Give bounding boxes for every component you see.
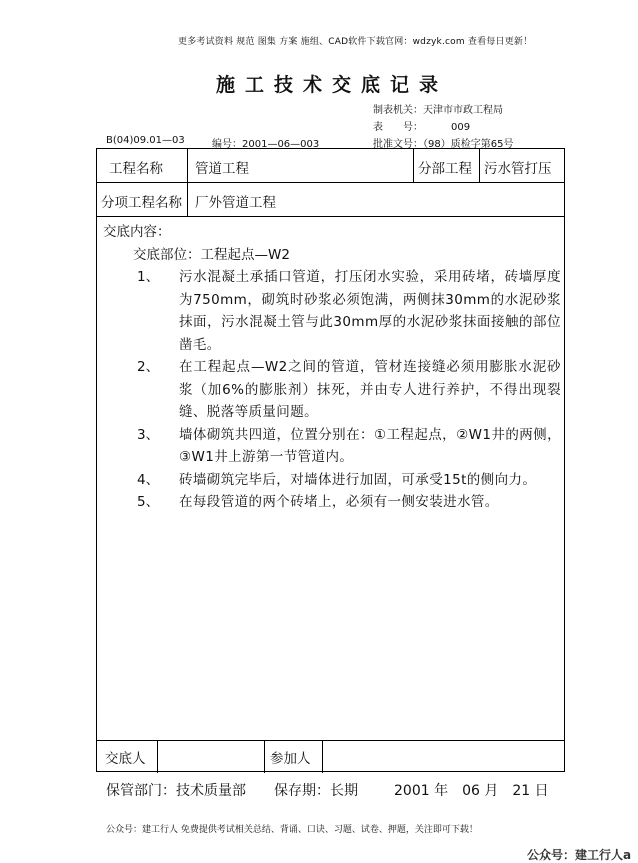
period-value: 长期 bbox=[330, 783, 358, 799]
form-no-value: 009 bbox=[451, 122, 471, 133]
row-divider bbox=[97, 216, 564, 217]
item-number: 1、 bbox=[137, 269, 160, 285]
item-project-label: 分项工程名称 bbox=[101, 195, 182, 211]
col-divider bbox=[322, 740, 323, 773]
item-number: 2、 bbox=[137, 359, 160, 375]
row-divider bbox=[97, 182, 564, 183]
sub-project-label: 分部工程 bbox=[418, 161, 472, 177]
dept-label: 保管部门： bbox=[106, 783, 176, 799]
item-text: 在每段管道的两个砖堵上，必须有一侧安装进水管。 bbox=[179, 494, 499, 510]
record-table bbox=[96, 148, 565, 772]
approval-label: 批准文号： bbox=[373, 139, 423, 150]
item-project-value: 厂外管道工程 bbox=[195, 195, 276, 211]
page-title: 施工技术交底记录 bbox=[216, 74, 449, 96]
col-divider bbox=[264, 740, 265, 773]
list-item bbox=[103, 266, 561, 356]
period-label: 保存期： bbox=[274, 783, 330, 799]
project-name-value: 管道工程 bbox=[195, 161, 249, 177]
dept-value: 技术质量部 bbox=[176, 783, 246, 799]
item-number: 5、 bbox=[137, 494, 160, 510]
item-number: 3、 bbox=[137, 426, 160, 443]
form-no-label: 表 号： bbox=[373, 122, 423, 133]
record-date: 2001 年 06 月 21 日 bbox=[394, 783, 549, 799]
list-item bbox=[103, 424, 561, 469]
col-divider bbox=[187, 182, 188, 216]
participant-label: 参加人 bbox=[270, 751, 311, 767]
footer-note: 公众号：建工行人 免费提供考试相关总结、背诵、口诀、习题、试卷、押题，关注即可下载！ bbox=[106, 825, 478, 835]
issuer-label: 制表机关： bbox=[373, 105, 423, 116]
list-item bbox=[103, 469, 561, 492]
project-name-label: 工程名称 bbox=[109, 161, 163, 177]
watermark: 公众号：建工行人a bbox=[527, 848, 632, 862]
item-number: 4、 bbox=[137, 471, 160, 488]
col-divider bbox=[479, 149, 480, 182]
approval-value: （98）质检字第65号 bbox=[423, 139, 514, 150]
content-location: 交底部位：工程起点—W2 bbox=[133, 246, 290, 263]
item-text: 砖墙砌筑完毕后，对墙体进行加固，可承受15t的侧向力。 bbox=[179, 471, 537, 488]
serial-label: 编号： bbox=[212, 139, 242, 150]
form-no-line bbox=[373, 118, 470, 133]
list-item bbox=[103, 356, 561, 424]
sub-project-value: 污水管打压 bbox=[484, 161, 552, 177]
issuer-line bbox=[373, 101, 503, 116]
col-divider bbox=[413, 149, 414, 182]
serial-value: 2001—06—003 bbox=[242, 139, 320, 150]
top-note: 更多考试资料 规范 图集 方案 施组、CAD软件下载官网：wdzyk.com 查看每日更新！ bbox=[178, 37, 533, 47]
storage-line bbox=[106, 780, 549, 800]
col-divider bbox=[157, 740, 158, 773]
item-text: 污水混凝土承插口管道，打压闭水实验，采用砖堵，砖墙厚度为750mm，砌筑时砂浆必须饱满，两侧抹30mm的水泥砂浆抹面，污水混凝土管与此30mm厚的水泥砂浆抹面接触的部位凿毛。 bbox=[179, 269, 561, 353]
item-text: 在工程起点—W2之间的管道，管材连接缝必须用膨胀水泥砂浆（加6%的膨胀剂）抹死，并由专人进行养护，不得出现裂缝、脱落等质量问题。 bbox=[179, 359, 561, 420]
list-item bbox=[103, 491, 561, 514]
item-text: 墙体砌筑共四道，位置分别在：①工程起点，②W1井的两侧，③W1井上游第一节管道内。 bbox=[179, 426, 561, 465]
row-divider bbox=[97, 740, 564, 741]
issuer-value: 天津市市政工程局 bbox=[423, 105, 503, 116]
deliverer-label: 交底人 bbox=[105, 751, 146, 767]
content-heading: 交底内容： bbox=[103, 224, 171, 240]
disclosure-content bbox=[103, 221, 561, 514]
doc-code: B(04)09.01—03 bbox=[106, 135, 185, 146]
col-divider bbox=[187, 149, 188, 182]
